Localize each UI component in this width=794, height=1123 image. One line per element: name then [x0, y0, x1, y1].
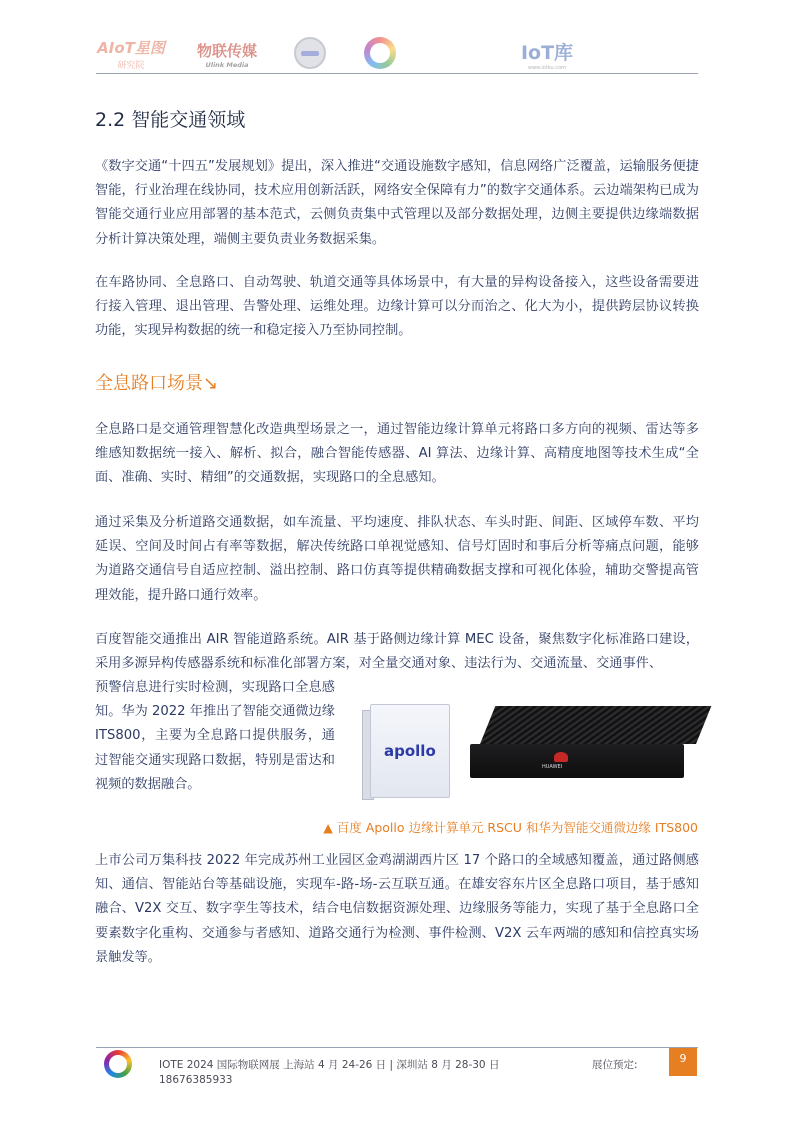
aiot-logo: AIoT星图 研究院	[97, 39, 165, 71]
ulink-logo: 物联传媒 Ulink Media	[196, 41, 257, 69]
footer-divider	[96, 1047, 698, 1048]
figure-caption: ▲ 百度 Apollo 边缘计算单元 RSCU 和华为智能交通微边缘 ITS800	[323, 820, 698, 835]
paragraph-holographic-intersection: 全息路口是交通管理智慧化改造典型场景之一，通过智能边缘计算单元将路口多方向的视频、雷达等多维感知数据统一接入、解析、拟合，融合智能传感器、AI 算法、边缘计算、高精度地图等技术生成“全面、准确、实时、精细”的交通数据，实现路口的全息感知。	[95, 422, 699, 486]
page-header	[0, 0, 794, 80]
paragraph-wanji-tech: 上市公司万集科技 2022 年完成苏州工业园区金鸡湖湖西片区 17 个路口的全域感知覆盖，通过路侧感知、通信、智能站台等基础设施，实现车-路-场-云互联互通。在雄安容东片区全息路口项目，基于感知融合、V2X 交互、数字孪生等技术，结合电信数据资源处理、边缘服务等能力，实现了基于全息路口全要素数字化重构、交通参与者感知、道路交通行为检测、事件检测、V2X 云车两端的感知和信控真实场景触发等。	[95, 853, 699, 965]
paragraph-digital-transport-plan: 《数字交通“十四五”发展规划》提出，深入推进“交通设施数字感知，信息网络广泛覆盖，运输服务便捷智能，行业治理在线协同，技术应用创新活跃，网络安全保障有力”的数字交通体系。云边端架构已成为智能交通行业应用部署的基本范式，云侧负责集中式管理以及部分数据处理，边侧主要提供边缘端数据分析计算决策处理，端侧主要负责业务数据采集。	[95, 159, 699, 247]
footer-booth-label: 展位预定:	[592, 1059, 638, 1071]
header-divider	[96, 73, 698, 74]
paragraph-baidu-air: 百度智能交通推出 AIR 智能道路系统。AIR 基于路侧边缘计算 MEC 设备，聚焦数字化标准路口建设，采用多源异构传感器系统和标准化部署方案，对全量交通对象、违法行为、交通流量、交通事件、	[95, 632, 699, 672]
page-number: 9	[669, 1048, 697, 1076]
iote-footer-logo	[104, 1050, 132, 1078]
paragraph-heterogeneous-devices: 在车路协同、全息路口、自动驾驶、轨道交通等具体场景中，有大量的异构设备接入，这些设备需要进行接入管理、退出管理、告警处理、运维处理。边缘计算可以分而治之、化大为小，提供跨层协议转换功能，实现异构数据的统一和稳定接入乃至协同控制。	[95, 275, 699, 339]
gray-badge-logo	[294, 37, 326, 69]
huawei-its800-image: HUAWEI	[470, 706, 698, 784]
apollo-logo: apollo	[384, 742, 436, 760]
footer-phone: 18676385933	[159, 1074, 233, 1083]
iotku-logo: IoT库 www.iotku.com	[520, 41, 574, 71]
section-title: 2.2 智能交通领域	[95, 109, 246, 131]
huawei-logo-icon	[554, 752, 568, 762]
product-figure	[358, 690, 698, 812]
paragraph-traffic-data-analysis: 通过采集及分析道路交通数据，如车流量、平均速度、排队状态、车头时距、间距、区域停车数、平均延误、空间及时间占有率等数据，解决传统路口单视觉感知、信号灯固时和事后分析等痛点问题，能够为道路交通信号自适应控制、溢出控制、路口仿真等提供精确数据支撑和可视化体验，辅助交警提高管理效能，提升路口通行效率。	[95, 515, 699, 603]
iote-logo	[364, 37, 396, 69]
subsection-title: 全息路口场景↘	[95, 373, 219, 394]
apollo-rscu-image	[362, 704, 448, 800]
footer-event-info: IOTE 2024 国际物联网展 上海站 4 月 24-26 日 | 深圳站 8 月 28-30 日	[159, 1059, 500, 1071]
paragraph-huawei-its800: 预警信息进行实时检测，实现路口全息感知。华为 2022 年推出了智能交通微边缘 ITS800，主要为全息路口提供服务，通过智能交通实现路口数据，特别是雷达和视频的数据融合。	[95, 680, 335, 792]
